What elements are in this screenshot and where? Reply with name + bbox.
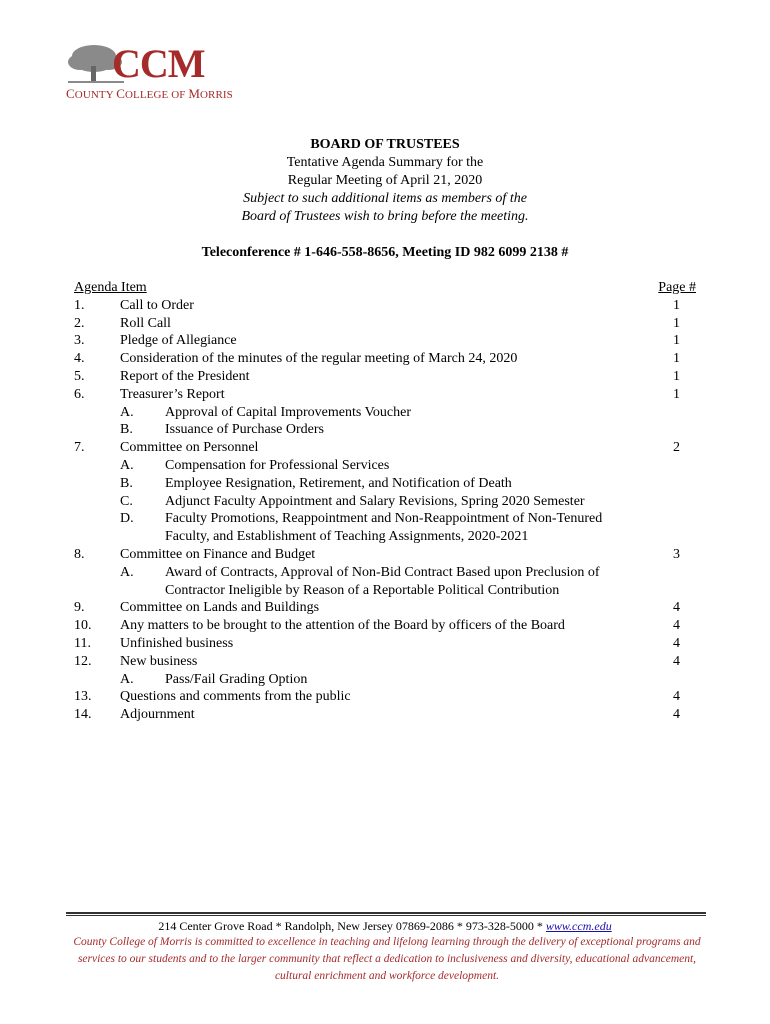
agenda-subitem-text: Approval of Capital Improvements Voucher [165,404,411,420]
agenda-item-page: 4 [673,689,680,705]
agenda-item-number: 12. [74,653,92,669]
agenda-subitem-text: Faculty Promotions, Reappointment and Non-Reappointment of Non-Tenured Faculty, and Establishment of Teaching Assignments, 2020-2021 [165,511,603,545]
agenda-item [74,315,696,333]
agenda-item-text: Treasurer’s Report [120,386,225,402]
agenda-item-text: New business [120,653,198,669]
agenda-item-number: 1. [74,297,85,313]
agenda-item-page: 2 [673,440,680,456]
agenda-item-number: 9. [74,600,85,616]
agenda-subitem-letter: D. [120,511,134,527]
logo-wordmark: CCM [112,41,205,86]
agenda-item-text: Report of the President [120,368,250,384]
subtitle-line-3: Subject to such additional items as members of the [243,191,527,206]
agenda-item-page: 1 [673,297,680,313]
agenda-item [74,653,696,671]
agenda-item-page: 4 [673,707,680,723]
agenda-item-text: Adjournment [120,707,195,723]
agenda-item [74,368,696,386]
agenda-item [74,546,696,564]
agenda-item [74,297,696,315]
agenda-item-number: 13. [74,689,92,705]
agenda-header [74,279,696,297]
teleconference-info: Teleconference # 1-646-558-8656, Meeting ID 982 6099 2138 # [201,245,569,260]
agenda-item [74,688,696,706]
agenda-item-page: 4 [673,618,680,634]
agenda-item-column-header: Agenda Item [74,280,147,295]
agenda-subitem-letter: A. [120,671,134,687]
agenda-subitem [120,404,696,422]
ccm-logo [66,41,233,104]
agenda-item-number: 2. [74,315,85,331]
agenda-item-text: Pledge of Allegiance [120,333,237,349]
document-title: BOARD OF TRUSTEES [310,137,460,152]
agenda-item-text: Questions and comments from the public [120,689,351,705]
mission-statement: County College of Morris is committed to excellence in teaching and lifelong learning through the delivery of exceptional programs and services to our students and to the larger community that reflect a dedication to inclusiveness and diversity, educational advancement, cultural enrichment and workforce development. [73,936,701,982]
agenda-subitem [120,475,696,493]
agenda-item-number: 7. [74,440,85,456]
agenda-item-number: 3. [74,333,85,349]
agenda-subitem [120,564,696,600]
agenda-list [74,279,696,724]
agenda-subitem [120,510,696,546]
agenda-subitem-text: Issuance of Purchase Orders [165,422,324,438]
subtitle-line-1: Tentative Agenda Summary for the [286,155,484,170]
agenda-item-text: Committee on Finance and Budget [120,546,316,562]
agenda-item [74,386,696,404]
agenda-item-number: 10. [74,618,92,634]
agenda-subitem-letter: B. [120,475,133,491]
agenda-item-number: 6. [74,386,85,402]
agenda-subitem-letter: A. [120,564,134,580]
agenda-subitem [120,493,696,511]
agenda-item-page: 4 [673,653,680,669]
agenda-item-text: Roll Call [120,315,171,331]
agenda-item-text: Consideration of the minutes of the regular meeting of March 24, 2020 [120,351,518,367]
agenda-subitem-letter: A. [120,457,134,473]
agenda-subitem-text: Award of Contracts, Approval of Non-Bid Contract Based upon Preclusion of Contractor Ineligible by Reason of a Reportable Political Contribution [165,564,600,598]
agenda-subitem-text: Pass/Fail Grading Option [165,671,308,687]
agenda-item-page: 4 [673,635,680,651]
agenda-item-text: Unfinished business [120,635,234,651]
footer-divider-thin [66,915,706,916]
agenda-item [74,706,696,724]
agenda-item-page: 3 [673,546,680,562]
footer-address: 214 Center Grove Road * Randolph, New Jersey 07869-2086 * 973-328-5000 * www.ccm.edu [158,919,612,933]
agenda-subitem-letter: A. [120,404,134,420]
agenda-item-text: Any matters to be brought to the attention of the Board by officers of the Board [120,618,565,634]
agenda-item [74,635,696,653]
agenda-item-page: 1 [673,386,680,402]
logo-subtitle: COUNTY COLLEGE OF MORRIS [66,86,233,101]
agenda-item-number: 5. [74,368,85,384]
agenda-item [74,617,696,635]
agenda-subitem-text: Compensation for Professional Services [165,457,390,473]
agenda-item-text: Committee on Lands and Buildings [120,600,320,616]
agenda-subitem-text: Employee Resignation, Retirement, and Notification of Death [165,475,512,491]
agenda-item-page: 1 [673,368,680,384]
footer-divider [66,912,706,914]
agenda-subitem [120,457,696,475]
page-column-header: Page # [658,280,696,295]
agenda-item [74,439,696,457]
agenda-item-number: 4. [74,351,85,367]
agenda-item-number: 8. [74,546,85,562]
subtitle-line-2: Regular Meeting of April 21, 2020 [287,173,483,188]
agenda-item-text: Committee on Personnel [120,440,259,456]
agenda-item-page: 1 [673,351,680,367]
agenda-subitem-letter: B. [120,422,133,438]
subtitle-line-4: Board of Trustees wish to bring before the meeting. [241,209,529,224]
agenda-item-number: 11. [74,635,91,651]
agenda-item-number: 14. [74,707,92,723]
website-link[interactable]: www.ccm.edu [545,919,612,933]
agenda-item-text: Call to Order [120,297,194,313]
agenda-item [74,350,696,368]
agenda-subitem [120,671,696,689]
agenda-subitem [120,421,696,439]
agenda-item [74,332,696,350]
agenda-item-page: 4 [673,600,680,616]
agenda-item-page: 1 [673,333,680,349]
agenda-item [74,599,696,617]
agenda-subitem-letter: C. [120,493,133,509]
agenda-item-page: 1 [673,315,680,331]
agenda-subitem-text: Adjunct Faculty Appointment and Salary Revisions, Spring 2020 Semester [165,493,585,509]
